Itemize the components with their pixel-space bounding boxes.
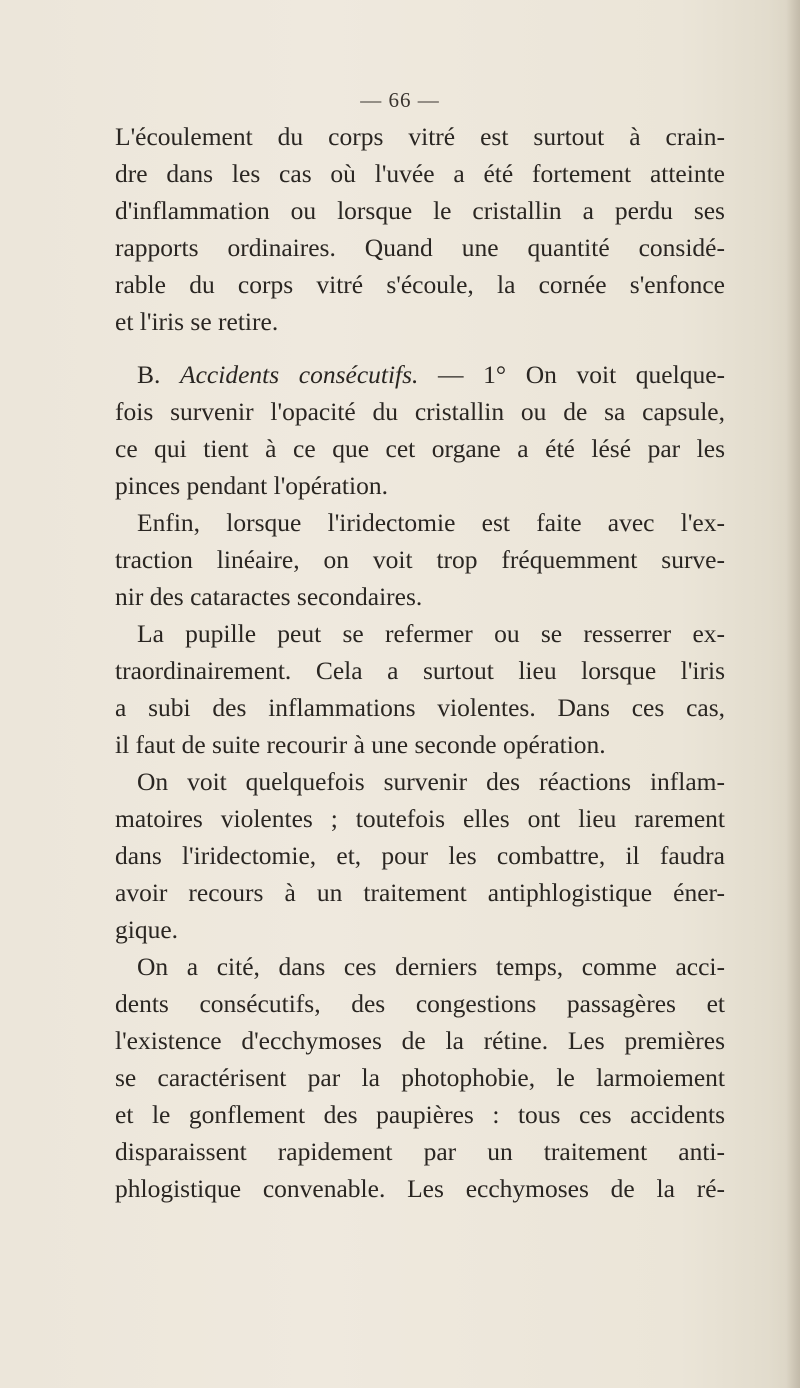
text-line: dre dans les cas où l'uvée a été fortement atteinte	[115, 159, 725, 188]
section-title: Accidents consécutifs.	[180, 360, 419, 389]
section-heading-line	[115, 356, 725, 393]
paragraph	[115, 763, 725, 948]
paragraph	[115, 615, 725, 763]
text-line: matoires violentes ; toutefois elles ont lieu rarement	[115, 804, 725, 833]
body-text	[115, 118, 725, 1207]
text-line: Enfin, lorsque l'iridectomie est faite avec l'ex-	[137, 508, 725, 537]
text-line: l'existence d'ecchymoses de la rétine. Les premières	[115, 1026, 725, 1055]
text-line: pinces pendant l'opération.	[115, 471, 388, 500]
text-line: et l'iris se retire.	[115, 307, 279, 336]
text-line: se caractérisent par la photophobie, le larmoiement	[115, 1063, 725, 1092]
text-line: La pupille peut se refermer ou se resserrer ex-	[137, 619, 725, 648]
text-line: L'écoulement du corps vitré est surtout à crain-	[115, 122, 725, 151]
text-line: dans l'iridectomie, et, pour les combattre, il faudra	[115, 841, 725, 870]
paragraph	[115, 504, 725, 615]
text-line: rable du corps vitré s'écoule, la cornée s'enfonce	[115, 270, 725, 299]
text-line: traordinairement. Cela a surtout lieu lorsque l'iris	[115, 656, 725, 685]
paragraph	[115, 948, 725, 1207]
text-line: fois survenir l'opacité du cristallin ou de sa capsule,	[115, 397, 725, 426]
text-line: phlogistique convenable. Les ecchymoses de la ré-	[115, 1174, 725, 1203]
section-heading-rest: — 1° On voit quelque-	[418, 360, 726, 389]
page-number: — 66 —	[360, 88, 440, 112]
text-line: gique.	[115, 915, 179, 944]
text-line: rapports ordinaires. Quand une quantité considé-	[115, 233, 725, 262]
text-line: On voit quelquefois survenir des réactions inflam-	[137, 767, 725, 796]
text-line: ce qui tient à ce que cet organe a été lésé par les	[115, 434, 725, 463]
text-line: d'inflammation ou lorsque le cristallin a perdu ses	[115, 196, 725, 225]
text-line: nir des cataractes secondaires.	[115, 582, 423, 611]
text-line: dents consécutifs, des congestions passagères et	[115, 989, 725, 1018]
text-line: a subi des inflammations violentes. Dans ces cas,	[115, 693, 725, 722]
section-letter: B.	[137, 360, 161, 389]
text-line: il faut de suite recourir à une seconde opération.	[115, 730, 606, 759]
text-line: traction linéaire, on voit trop fréquemment surve-	[115, 545, 725, 574]
text-line: avoir recours à un traitement antiphlogistique éner-	[115, 878, 725, 907]
page-edge-shadow	[786, 0, 800, 1388]
text-line: et le gonflement des paupières : tous ces accidents	[115, 1100, 725, 1129]
paragraph	[115, 118, 725, 340]
text-line: On a cité, dans ces derniers temps, comme acci-	[137, 952, 725, 981]
text-line: disparaissent rapidement par un traitement anti-	[115, 1137, 725, 1166]
paragraph-section-b	[115, 356, 725, 504]
